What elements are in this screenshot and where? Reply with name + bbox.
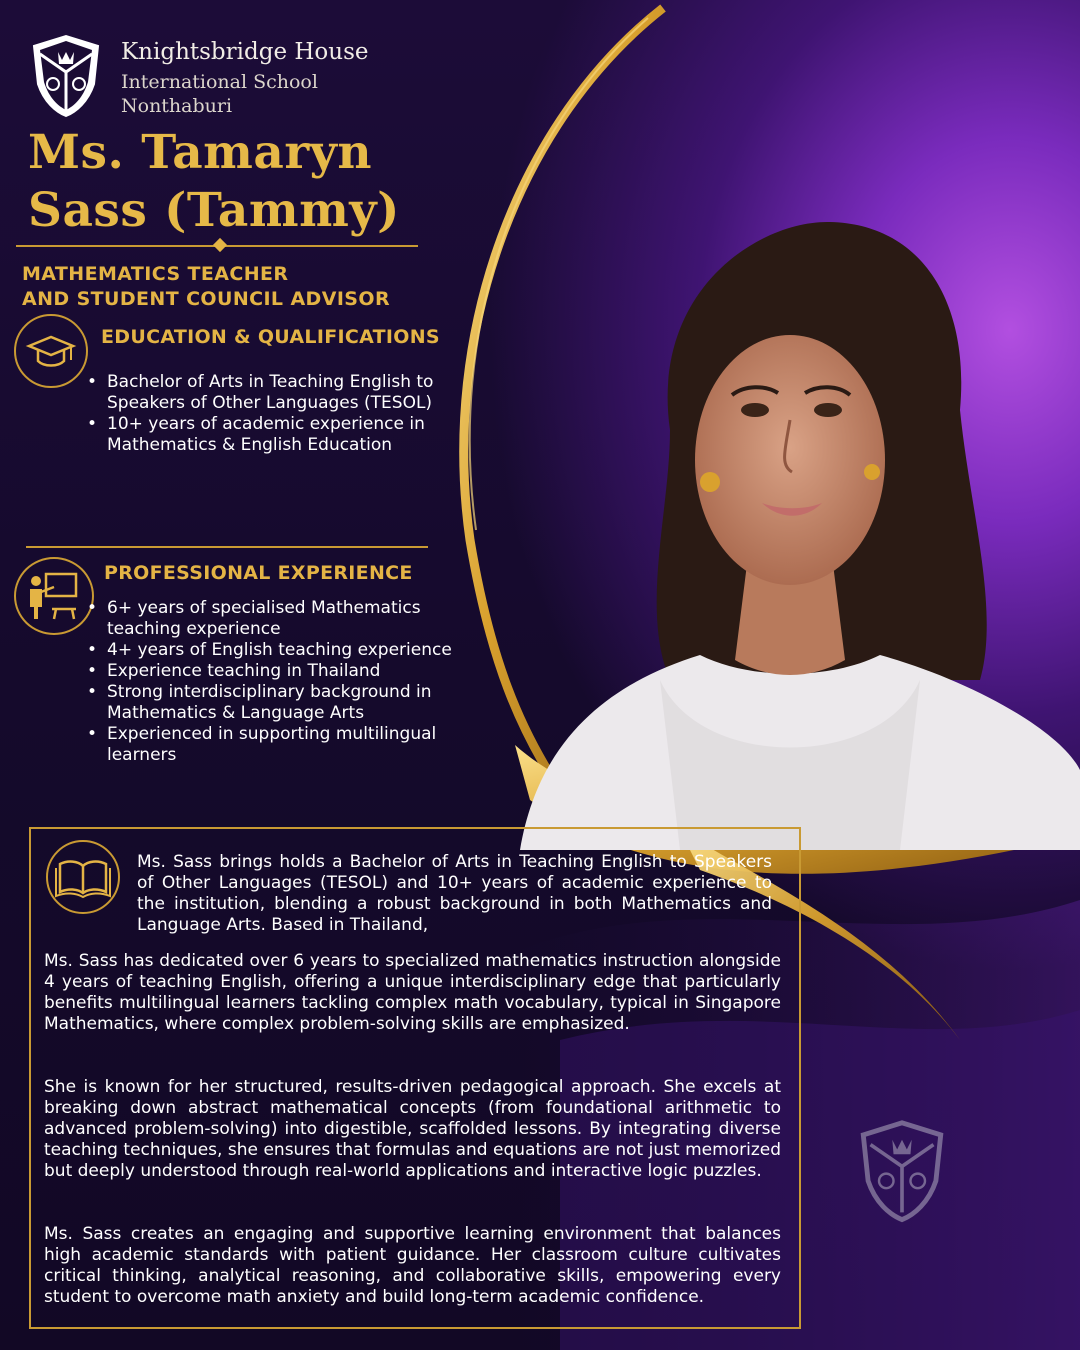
bio-intro: Ms. Sass brings holds a Bachelor of Arts in Teaching English to Speakers of Other Languages (TESOL) and 10+ years of academic experience to the institution, blending a robust background in both Mathematics and Language Arts. Based in Thailand,	[137, 852, 772, 935]
list-item: • Bachelor of Arts in Teaching English to Speakers of Other Languages (TESOL)	[87, 372, 437, 414]
section-divider	[26, 546, 428, 548]
list-item: • 6+ years of specialised Mathematics teaching experience	[87, 598, 479, 640]
teacher-name-line2: Sass (Tammy)	[28, 183, 400, 238]
teacher-name-line1: Ms. Tamaryn	[28, 125, 373, 180]
school-crest-watermark	[856, 1115, 948, 1229]
school-name: Knightsbridge House	[121, 39, 369, 65]
experience-list	[87, 598, 479, 766]
graduation-cap-icon	[14, 314, 88, 388]
teacher-role-line2: AND STUDENT COUNCIL ADVISOR	[22, 288, 390, 310]
school-location: Nonthaburi	[121, 95, 233, 117]
teacher-at-board-icon	[14, 557, 94, 635]
bio-paragraph-3: Ms. Sass creates an engaging and supportive learning environment that balances high academic standards with patient guidance. Her classroom culture cultivates critical thinking, analytical reasoning, and collaborative skills, empowering every student to overcome math anxiety and build long-term academic confidence.	[44, 1224, 781, 1307]
list-item: • 10+ years of academic experience in Mathematics & English Education	[87, 414, 437, 456]
bio-paragraph-1: Ms. Sass has dedicated over 6 years to specialized mathematics instruction alongside 4 years of teaching English, offering a unique interdisciplinary edge that particularly benefits multilingual learners tackling complex math vocabulary, typical in Singapore Mathematics, where complex problem-solving skills are emphasized.	[44, 951, 781, 1034]
open-book-icon	[46, 840, 120, 914]
list-item: • Experienced in supporting multilingual learners	[87, 724, 479, 766]
school-crest-logo	[28, 32, 104, 122]
list-item: • Strong interdisciplinary background in Mathematics & Language Arts	[87, 682, 479, 724]
school-name-line2: International School	[121, 71, 318, 93]
bio-paragraph-2: She is known for her structured, results-driven pedagogical approach. She excels at breaking down abstract mathematical concepts (from foundational arithmetic to advanced problem-solving) into digestible, scaffolded lessons. By integrating diverse teaching techniques, she ensures that formulas and equations are not just memorized but deeply understood through real-world applications and interactive logic puzzles.	[44, 1077, 781, 1181]
teacher-name	[28, 124, 428, 240]
list-item: • Experience teaching in Thailand	[87, 661, 479, 682]
teacher-role-line1: MATHEMATICS TEACHER	[22, 263, 289, 285]
experience-title: PROFESSIONAL EXPERIENCE	[104, 562, 413, 584]
education-list	[87, 372, 437, 456]
list-item: • 4+ years of English teaching experience	[87, 640, 479, 661]
education-title: EDUCATION & QUALIFICATIONS	[101, 326, 440, 348]
teacher-photo	[500, 210, 1080, 850]
